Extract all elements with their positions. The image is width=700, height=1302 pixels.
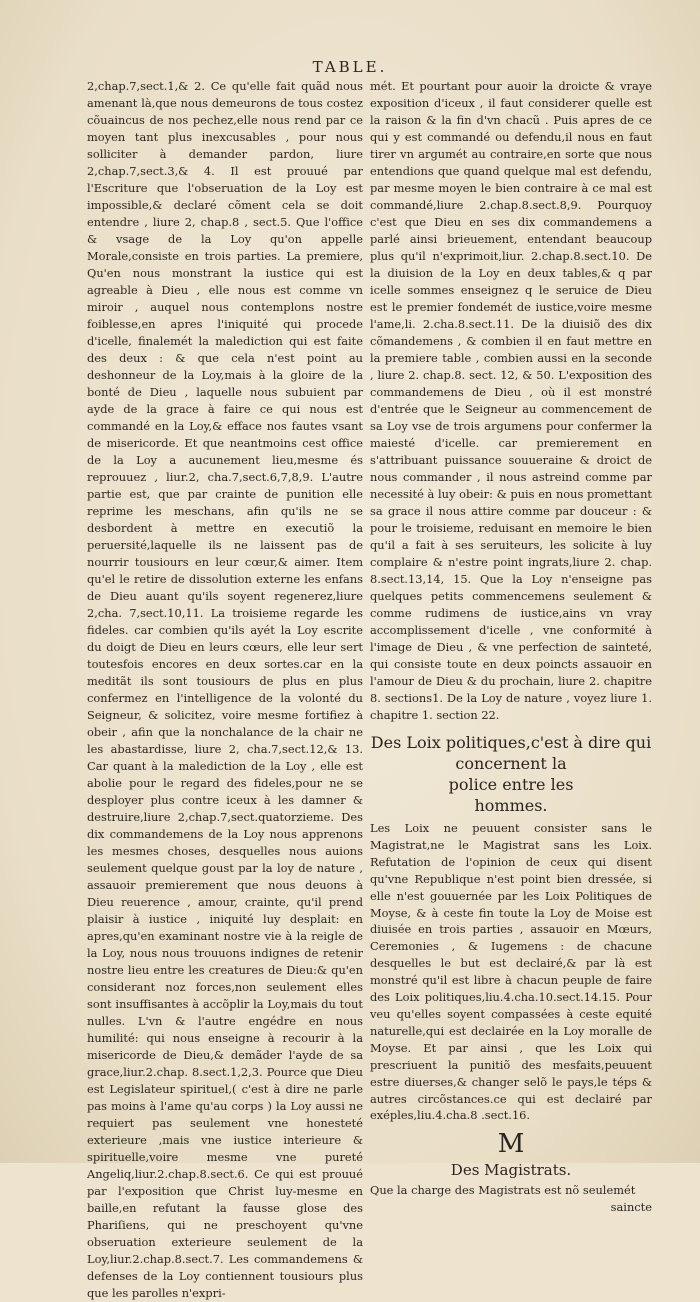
catchword: saincte — [610, 1200, 652, 1215]
section-heading-line: police entre les — [448, 775, 574, 794]
right-column-text: mét. Et pourtant pour auoir la droicte & vraye exposition d'iceux , il faut considerer quelle est la raison & la fin d'vn chacũ . Puis apres de ce qui y est commandé ou defendu,il nous en faut tirer vn argumét au contraire,en sorte que nous entendions que quand quelque mal est defendu, par mesme moyen le bien contraire à ce mal est commandé,liure 2.chap.8.sect.8,9. Pourquoy c'est que Dieu en ses dix commandemens a parlé ainsi brieuement, entendant beaucoup plus qu'il n'exprimoit,liur. 2.chap.8.sect.10. De la diuision de la Loy en deux tables,& q par icelle sommes enseignez q le seruice de Dieu est le premier fondemét de iustice,voire mesme l'ame,li. 2.cha.8.sect.11. De la diuisiõ des dix cõmandemens , & combien il en faut mettre en la premiere table , combien aussi en la seconde , liure 2. chap.8. sect. 12, & 50. L'exposition des commandemens de Dieu , où il est monstré d'entrée que le Seigneur au commencement de sa Loy vse de trois argumens pour confermer la maiesté d'icelle. car premierement en s'attribuant puissance souueraine & droict de nous commander , il nous astreind comme par necessité à luy obeir: & puis en nous promettant sa grace il nous attire comme par douceur : & pour le troisieme, reduisant en memoire le bien qu'il a fait à ses seruiteurs, les solicite à luy complaire & n'estre point ingrats,liure 2. chap. 8.sect.13,14, 15. Que la Loy n'enseigne pas quelques petits commencemens seulement & comme rudimens de iustice,ains vn vray accomplissement d'icelle , vne conformité à l'image de Dieu , & vne perfection de sainteté, qui consiste toute en deux poincts assauoir en l'amour de Dieu & du prochain, liure 2. chapitre 8. sections1. De la Loy de nature , voyez liure 1. chapitre 1. section 22. — [370, 79, 652, 722]
section-text-magistrats: Que la charge des Magistrats est nõ seulemét — [370, 1183, 636, 1198]
right-column — [370, 78, 652, 1215]
section-text-loix-politiques: Les Loix ne peuuent consister sans le Magistrat,ne le Magistrat sans les Loix. Refutation de l'opinion de ceux qui disent qu'vne Republique n'est point bien dressée, si elle n'est gouuernée par les Loix Politiques de Moyse, & à ceste fin toute la Loy de Moise est diuisée en trois parties , assauoir en Mœurs, Ceremonies , & Iugemens : de chacune desquelles le but est declairé,& par là est monstré qu'il est libre à chacun peuple de faire des Loix politiques,liu.4.cha.10.sect.14.15. Pour veu qu'elles soyent compassées à ceste equité naturelle,qui est declairée en la Loy moralle de Moyse. Et par ainsi , que les Loix qui prescriuent la punitiõ des mesfaits,peuuent estre diuerses,& changer selõ le pays,le téps & autres circõstances.ce qui est declairé par exéples,liu.4.cha.8 .sect.16. — [370, 821, 652, 1123]
left-column-text: 2,chap.7,sect.1,& 2. Ce qu'elle fait quãd nous amenant là,que nous demeurons de tous costez cõuaincus de nos pechez,elle nous rend par ce moyen tant plus inexcusables , pour nous solliciter à demander pardon, liure 2,chap.7,sect.3,& 4. Il est prouué par l'Escriture que l'obseruation de la Loy est impossible,& declaré cõment cela se doit entendre , liure 2, chap.8 , sect.5. Que l'office & vsage de la Loy qu'on appelle Morale,consiste en trois parties. La premiere, Qu'en nous monstrant la iustice qui est agreable à Dieu , elle nous est comme vn miroir , auquel nous contemplons nostre foiblesse,en apres l'iniquité qui procede d'icelle, finalemét la malediction qui est faite des deux : & que cela n'est point au deshonneur de la Loy,mais à la gloire de la bonté de Dieu , laquelle nous subuient par ayde de la grace à faire ce qui nous est commandé en la Loy,& efface nos fautes vsant de misericorde. Et que neantmoins cest office de la Loy a aucunement lieu,mesme és reprouuez , liur.2, cha.7,sect.6,7,8,9. L'autre partie est, que par crainte de punition elle reprime les meschans, afin qu'ils ne se desbordent à mettre en executiõ la peruersité,laquelle ils ne laissent pas de nourrir tousiours en leur cœur,& aimer. Item qu'el le retire de dissolution externe les enfans de Dieu auant qu'ils soyent regenerez,liure 2,cha. 7,sect.10,11. La troisieme regarde les fideles. car combien qu'ils ayét la Loy escrite du doigt de Dieu en leurs cœurs, elle leur sert toutesfois encores en deux sortes.car en la meditãt ils sont tousiours de plus en plus confermez en l'intelligence de la volonté du Seigneur, & solicitez, voire mesme fortifiez à obeir , afin que la nonchalance de la chair ne les abastardisse, liure 2, cha.7,sect.12,& 13. Car quant à la malediction de la Loy , elle est abolie pour le regard des fideles,pour ne se desployer plus contre iceux à les damner & destruire,liure 2,chap.7,sect.quatorzieme. Des dix commandemens de la Loy nous apprenons les mesmes choses, desquelles nous auions seulement quelque goust par la loy de nature , assauoir premierement que nous deuons à Dieu reuerence , amour, crainte, qu'il prend plaisir à iustice , iniquité luy desplait: en apres,qu'en examinant nostre vie à la reigle de la Loy, nous nous trouuons indignes de retenir nostre lieu entre les creatures de Dieu:& qu'en considerant noz forces,non seulement elles sont insuffisantes à accõplir la Loy,mais du tout nulles. L'vn & l'autre engédre en nous humilité: qui nous enseigne à recourir à la misericorde de Dieu,& demãder l'ayde de sa grace,liur.2.chap. 8.sect.1,2,3. Pource que Dieu est Legislateur spirituel,( c'est à dire ne parle pas moins à l'ame qu'au corps ) la Loy aussi ne requiert pas seulement vne honesteté exterieure ,mais vne iustice interieure & spirituelle,voire mesme vne pureté Angeliq,liur.2.chap.8.sect.6. Ce qui est prouué par l'exposition que Christ luy-mesme en baille,en refutant la fausse glose des Phariſiens, qui ne preschoyent qu'vne obseruation exterieure seulement de la Loy,liur.2.chap.8.sect.7. Les commandemens & defenses de la Loy contiennent tousiours plus que les parolles n'expri- — [87, 79, 363, 1300]
page-header: TABLE. — [312, 58, 388, 76]
section-heading-loix-politiques — [370, 732, 652, 816]
index-letter: M — [497, 1129, 525, 1160]
section-heading-magistrats: Des Magistrats. — [450, 1161, 572, 1180]
section-heading-line: Des Loix politiques,c'est à dire qui concernent la — [370, 733, 652, 773]
left-column — [87, 78, 363, 1302]
section-heading-line: hommes. — [474, 796, 548, 815]
